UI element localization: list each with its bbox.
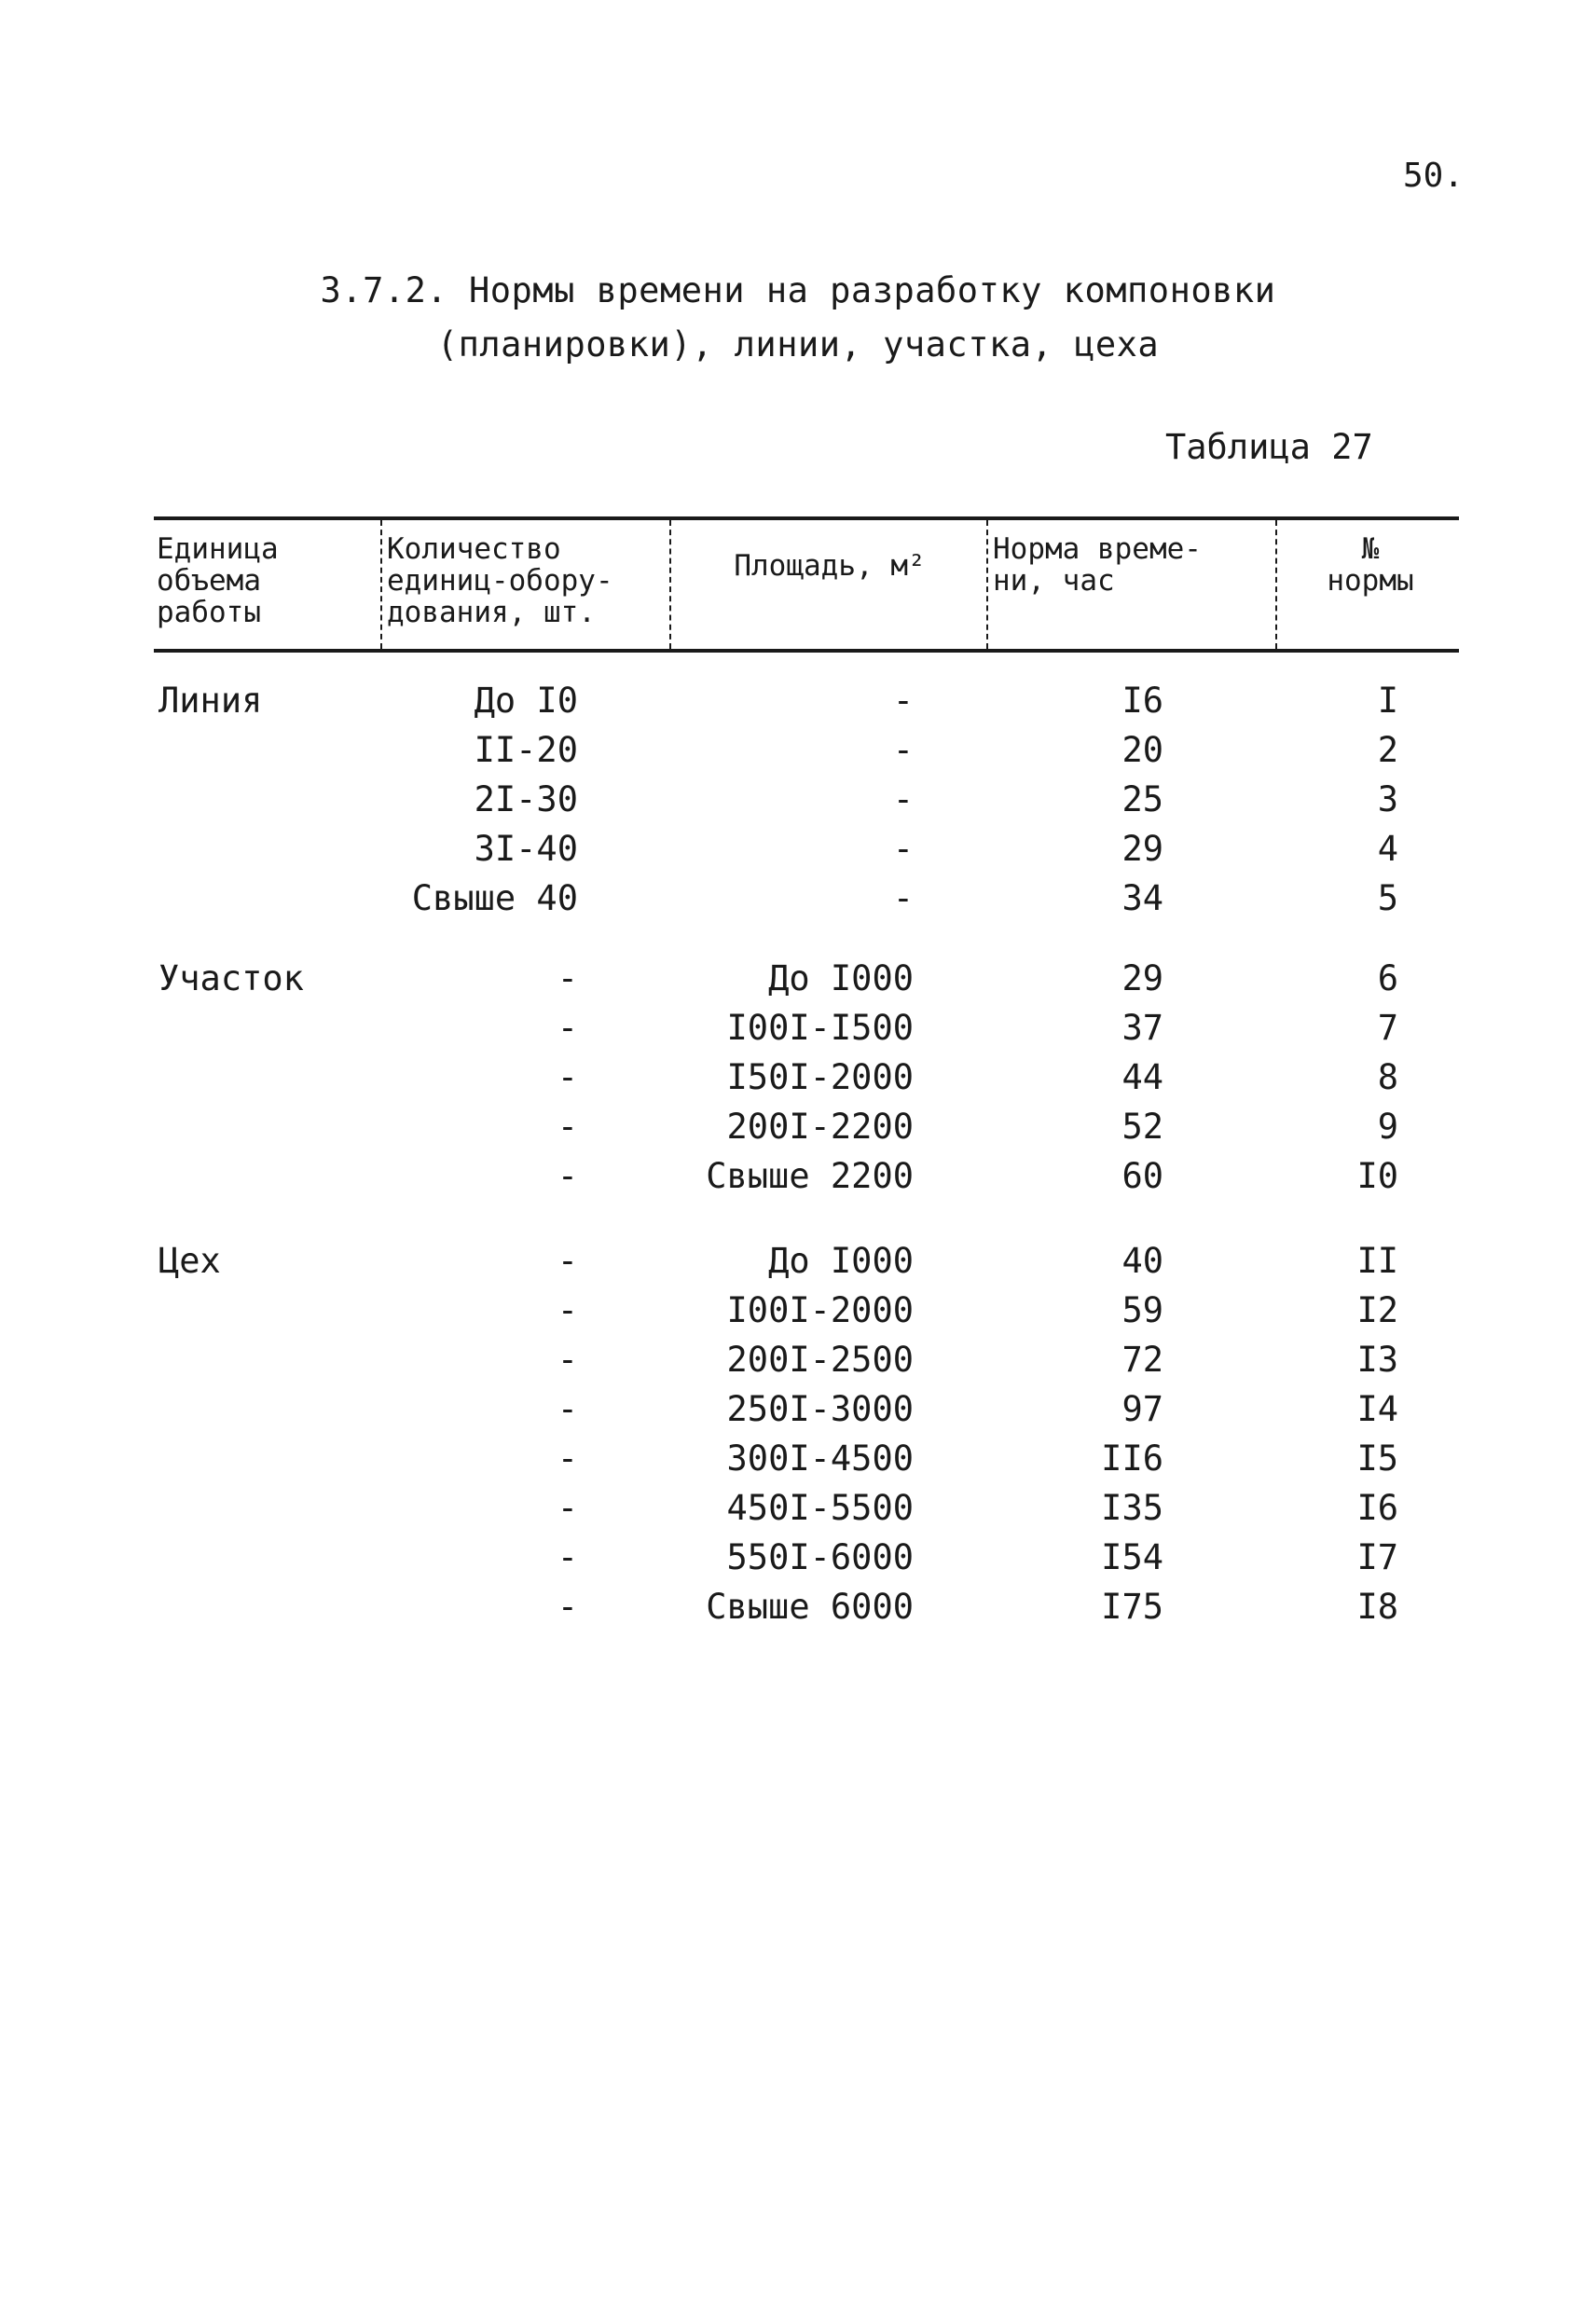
section-title-line2: (планировки), линии, участка, цеха (436, 324, 1160, 365)
cell-quantity: - (557, 1438, 578, 1479)
cell-unit: Участок (158, 958, 304, 998)
table-row (0, 1104, 1596, 1150)
cell-time: 25 (1121, 779, 1163, 819)
table-row (0, 826, 1596, 873)
cell-area: I50I-2000 (726, 1057, 914, 1097)
cell-quantity: - (557, 1389, 578, 1429)
table-row (0, 1153, 1596, 1200)
cell-time: I54 (1101, 1537, 1163, 1577)
cell-time: 52 (1121, 1107, 1163, 1147)
cell-area: 300I-4500 (726, 1438, 914, 1479)
cell-area: До I000 (768, 1241, 914, 1281)
header-time: Норма време- ни, час (993, 532, 1202, 598)
cell-area: 250I-3000 (726, 1389, 914, 1429)
cell-number: 9 (1377, 1107, 1398, 1147)
cell-quantity: II-20 (474, 730, 578, 770)
cell-time: 29 (1121, 829, 1163, 869)
cell-quantity: Свыше 40 (411, 878, 578, 918)
table-caption: Таблица 27 (1165, 427, 1373, 467)
cell-number: I (1377, 681, 1398, 721)
cell-number: 2 (1377, 730, 1398, 770)
cell-time: 37 (1121, 1008, 1163, 1048)
cell-area: 200I-2500 (726, 1340, 914, 1380)
cell-quantity: - (557, 1488, 578, 1528)
cell-number: I7 (1356, 1537, 1398, 1577)
table-row (0, 1534, 1596, 1581)
cell-time: I75 (1101, 1587, 1163, 1627)
table-row (0, 1287, 1596, 1334)
table-row (0, 678, 1596, 724)
cell-time: II6 (1101, 1438, 1163, 1479)
cell-quantity: - (557, 1241, 578, 1281)
page-number: 50. (1403, 157, 1465, 195)
header-number: № нормы (1327, 532, 1414, 598)
cell-number: 8 (1377, 1057, 1398, 1097)
cell-area: - (892, 878, 914, 918)
cell-area: - (892, 681, 914, 721)
table-row (0, 875, 1596, 922)
cell-time: I35 (1101, 1488, 1163, 1528)
table-row (0, 1337, 1596, 1383)
cell-number: I3 (1356, 1340, 1398, 1380)
cell-area: Свыше 6000 (706, 1587, 914, 1627)
table-row (0, 777, 1596, 823)
cell-area: - (892, 779, 914, 819)
table-row (0, 1485, 1596, 1532)
table-row (0, 1238, 1596, 1285)
cell-quantity: - (557, 958, 578, 998)
table-row (0, 1005, 1596, 1052)
cell-unit: Цех (158, 1241, 221, 1281)
cell-time: 44 (1121, 1057, 1163, 1097)
cell-quantity: - (557, 1587, 578, 1627)
cell-number: 6 (1377, 958, 1398, 998)
header-quantity: Количество единиц-обору- дования, шт. (387, 532, 613, 629)
cell-number: 4 (1377, 829, 1398, 869)
section-title-line1: 3.7.2. Нормы времени на разработку компоновки (320, 270, 1276, 310)
cell-quantity: 3I-40 (474, 829, 578, 869)
cell-number: I4 (1356, 1389, 1398, 1429)
cell-area: - (892, 829, 914, 869)
cell-area: 200I-2200 (726, 1107, 914, 1147)
header-area: Площадь, м² (734, 549, 926, 583)
cell-quantity: 2I-30 (474, 779, 578, 819)
cell-time: I6 (1121, 681, 1163, 721)
table-row (0, 1436, 1596, 1482)
cell-time: 34 (1121, 878, 1163, 918)
cell-quantity: - (557, 1156, 578, 1196)
cell-quantity: До I0 (474, 681, 578, 721)
cell-time: 97 (1121, 1389, 1163, 1429)
cell-number: 3 (1377, 779, 1398, 819)
cell-quantity: - (557, 1537, 578, 1577)
cell-time: 60 (1121, 1156, 1163, 1196)
table-row (0, 956, 1596, 1002)
table-row (0, 1584, 1596, 1631)
cell-time: 29 (1121, 958, 1163, 998)
table-row (0, 1054, 1596, 1101)
cell-number: I6 (1356, 1488, 1398, 1528)
header-unit: Единица объема работы (157, 532, 279, 629)
cell-area: До I000 (768, 958, 914, 998)
cell-quantity: - (557, 1290, 578, 1330)
cell-quantity: - (557, 1340, 578, 1380)
cell-time: 40 (1121, 1241, 1163, 1281)
cell-area: 550I-6000 (726, 1537, 914, 1577)
cell-area: Свыше 2200 (706, 1156, 914, 1196)
cell-time: 20 (1121, 730, 1163, 770)
cell-number: I5 (1356, 1438, 1398, 1479)
table-row (0, 727, 1596, 774)
cell-number: 5 (1377, 878, 1398, 918)
cell-number: I0 (1356, 1156, 1398, 1196)
cell-time: 59 (1121, 1290, 1163, 1330)
cell-quantity: - (557, 1107, 578, 1147)
cell-number: 7 (1377, 1008, 1398, 1048)
cell-area: 450I-5500 (726, 1488, 914, 1528)
cell-number: I8 (1356, 1587, 1398, 1627)
cell-area: I00I-2000 (726, 1290, 914, 1330)
table-row (0, 1386, 1596, 1433)
cell-time: 72 (1121, 1340, 1163, 1380)
cell-unit: Линия (158, 681, 263, 721)
cell-number: II (1356, 1241, 1398, 1281)
cell-area: - (892, 730, 914, 770)
cell-number: I2 (1356, 1290, 1398, 1330)
cell-area: I00I-I500 (726, 1008, 914, 1048)
cell-quantity: - (557, 1008, 578, 1048)
cell-quantity: - (557, 1057, 578, 1097)
